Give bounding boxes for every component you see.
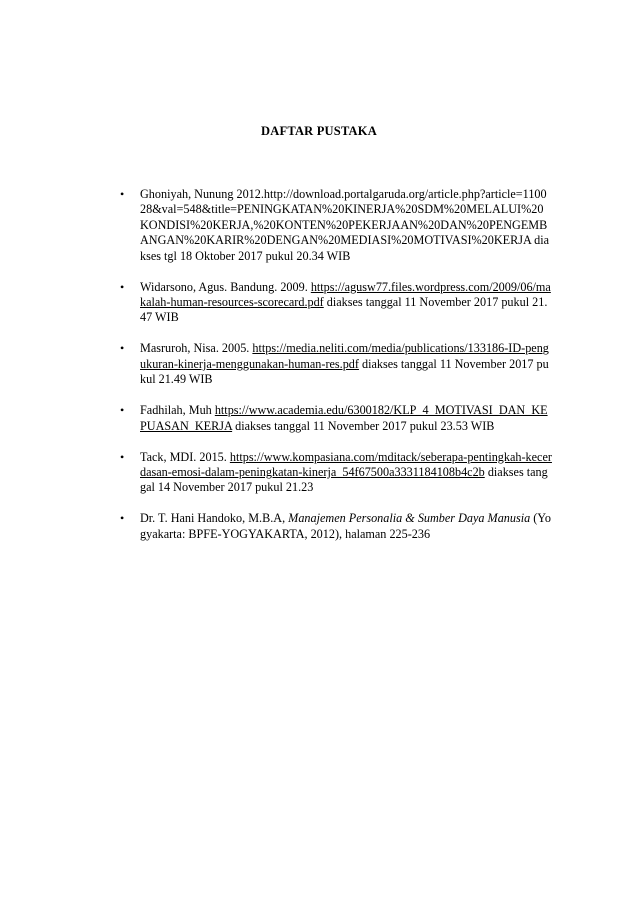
reference-author: Dr. T. Hani Handoko, M.B.A, [140,511,286,526]
reference-item-tack [120,450,552,496]
reference-item-masruroh [120,341,552,387]
reference-list [120,187,552,558]
reference-author: Widarsono, Agus. Bandung. 2009. [140,279,308,294]
reference-accessed: diakses tanggal 14 November 2017 pukul 21.23 [140,465,548,495]
reference-book-title: Manajemen Personalia & Sumber Daya Manusia [288,511,531,526]
reference-link[interactable]: https://media.neliti.com/media/publications/133186-ID-pengukuran-kinerja-menggunakan-human-res.pdf [140,341,549,371]
reference-author: Tack, MDI. 2015. [140,449,227,464]
reference-accessed: diakses tanggal 11 November 2017 pukul 23.53 WIB [235,418,495,433]
reference-publisher: (Yogyakarta: BPFE-YOGYAKARTA, 2012), halaman 225-236 [140,511,551,541]
page-title: DAFTAR PUSTAKA [261,124,377,138]
reference-link[interactable]: https://www.academia.edu/6300182/KLP_4_MOTIVASI_DAN_KEPUASAN_KERJA [140,403,548,433]
reference-accessed: diakses tanggal 11 November 2017 pukul 21.47 WIB [140,295,548,325]
reference-author: Fadhilah, Muh [140,403,212,418]
reference-item-handoko [120,511,552,542]
reference-item-ghoniyah [120,187,552,264]
reference-item-fadhilah [120,403,552,434]
reference-link[interactable]: https://agusw77.files.wordpress.com/2009/06/makalah-human-resources-scorecard.pdf [140,279,551,310]
bullet-icon: • [120,341,125,356]
bullet-icon: • [120,403,125,418]
bullet-icon: • [120,511,125,526]
reference-author: Masruroh, Nisa. 2005. [140,341,250,356]
reference-accessed: diakses tgl 18 Oktober 2017 pukul 20.34 WIB [140,233,550,263]
bullet-icon: • [120,279,125,294]
reference-url-text: 2012.http://download.portalgaruda.org/article.php?article=110028&val=548&title=PENINGKATAN%20KINERJA%20SDM%20MELALUI%20KONDISI%20KERJA,%20KONTEN%20PEKERJAAN%20DAN%20PENGEMBANGAN%20KARIR%20DENGAN%20MEDIASI%20MOTIVASI%20KERJA [140,187,548,248]
reference-accessed: diakses tanggal 11 November 2017 pukul 21.49 WIB [140,356,549,387]
bullet-icon: • [120,187,125,201]
reference-author: Ghoniyah, Nunung [140,187,234,201]
reference-link[interactable]: https://www.kompasiana.com/mditack/seberapa-pentingkah-kecerdasan-emosi-dalam-peningkatan-kinerja_54f67500a3331184108b4c2b [140,449,552,480]
bullet-icon: • [120,449,125,464]
reference-item-widarsono [120,280,552,326]
